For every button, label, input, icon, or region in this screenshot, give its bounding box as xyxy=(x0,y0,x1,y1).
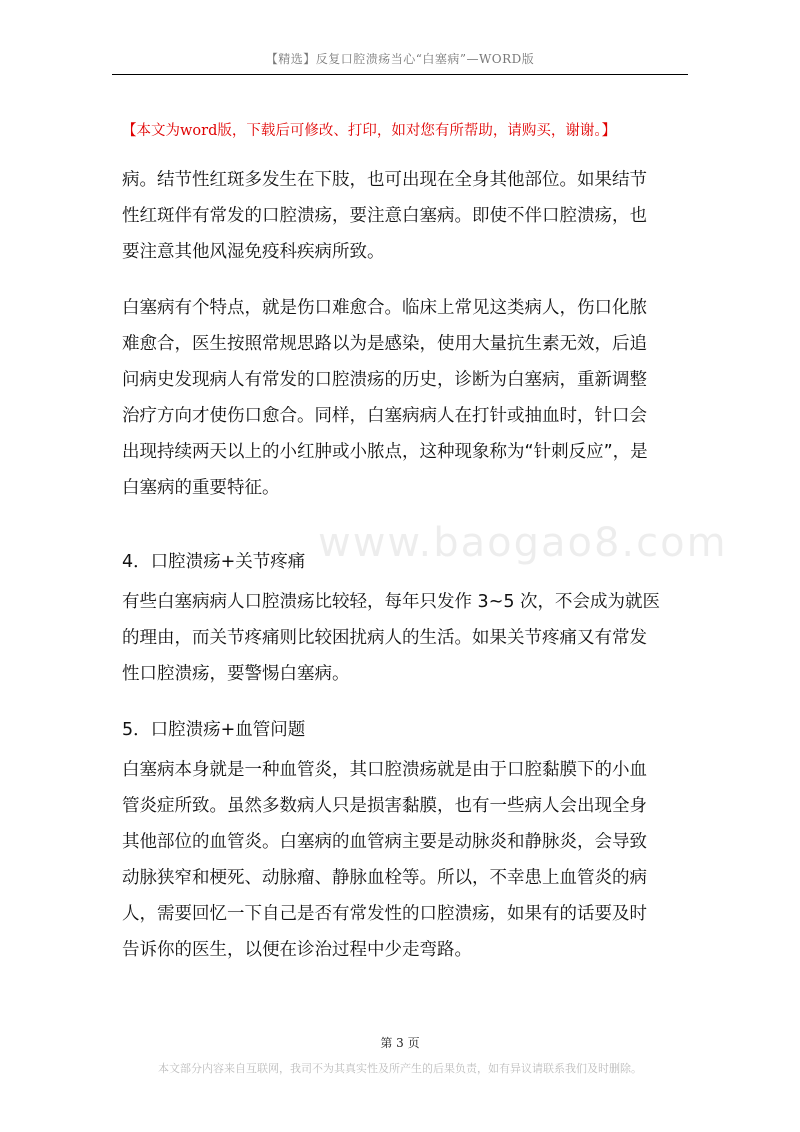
text-line: 出现持续两天以上的小红肿或小脓点，这种现象称为“针刺反应”，是 xyxy=(122,442,648,462)
text-line: 有些白塞病病人口腔溃疡比较轻，每年只发作 3~5 次，不会成为就医 xyxy=(122,592,661,612)
text-line: 4．口腔溃疡+关节疼痛 xyxy=(122,552,306,572)
watermark: www.baogao8.com xyxy=(318,520,728,566)
text-line: 5．口腔溃疡+血管问题 xyxy=(122,720,306,740)
text-line: 的理由，而关节疼痛则比较困扰病人的生活。如果关节疼痛又有常发 xyxy=(122,628,647,648)
text-line: 动脉狭窄和梗死、动脉瘤、静脉血栓等。所以，不幸患上血管炎的病 xyxy=(122,868,647,888)
section-heading-joint-pain xyxy=(122,544,688,580)
text-line: 性口腔溃疡，要警惕白塞病。 xyxy=(122,664,350,684)
text-line: 病。结节性红斑多发生在下肢，也可出现在全身其他部位。如果结节 xyxy=(122,170,647,190)
purchase-notice: 【本文为word版，下载后可修改、打印，如对您有所帮助，请购买，谢谢。】 xyxy=(122,123,617,139)
text-line: 难愈合，医生按照常规思路以为是感染，使用大量抗生素无效，后追 xyxy=(122,334,647,354)
paragraph-wound-healing xyxy=(122,290,688,506)
text-line: 治疗方向才使伤口愈合。同样，白塞病病人在打针或抽血时，针口会 xyxy=(122,406,647,426)
paragraph-joint-pain xyxy=(122,584,688,692)
text-line: 白塞病有个特点，就是伤口难愈合。临床上常见这类病人，伤口化脓 xyxy=(122,298,647,318)
text-line: 管炎症所致。虽然多数病人只是损害黏膜，也有一些病人会出现全身 xyxy=(122,796,647,816)
section-heading-vascular xyxy=(122,712,688,748)
text-line: 问病史发现病人有常发的口腔溃疡的历史，诊断为白塞病，重新调整 xyxy=(122,370,647,390)
text-line: 人，需要回忆一下自己是否有常发性的口腔溃疡，如果有的话要及时 xyxy=(122,904,647,924)
paragraph-vascular xyxy=(122,752,688,968)
text-line: 告诉你的医生，以便在诊治过程中少走弯路。 xyxy=(122,940,472,960)
text-line: 要注意其他风湿免疫科疾病所致。 xyxy=(122,242,385,262)
page-header-title: 【精选】反复口腔溃疡当心“白塞病”—WORD版 xyxy=(265,52,535,66)
header-divider xyxy=(112,74,688,75)
text-line: 白塞病的重要特征。 xyxy=(122,478,280,498)
text-line: 白塞病本身就是一种血管炎，其口腔溃疡就是由于口腔黏膜下的小血 xyxy=(122,760,647,780)
text-line: 性红斑伴有常发的口腔溃疡，要注意白塞病。即使不伴口腔溃疡，也 xyxy=(122,206,647,226)
page-number: 第 3 页 xyxy=(380,1036,420,1050)
text-line: 其他部位的血管炎。白塞病的血管病主要是动脉炎和静脉炎，会导致 xyxy=(122,832,647,852)
paragraph-erythema xyxy=(122,162,688,270)
footer-disclaimer: 本文部分内容来自互联网，我司不为其真实性及所产生的后果负责，如有异议请联系我们及时删除。 xyxy=(158,1062,642,1075)
